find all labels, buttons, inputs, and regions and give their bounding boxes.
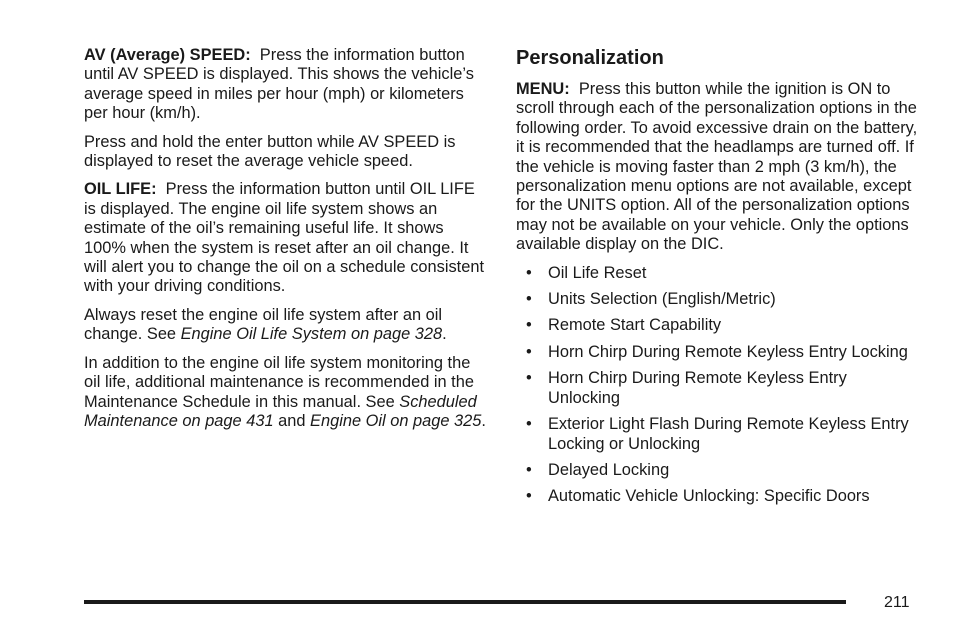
av-speed-reset-paragraph xyxy=(84,133,488,172)
list-item xyxy=(516,343,918,362)
av-speed-term: AV (Average) SPEED: xyxy=(84,46,251,64)
bullet-icon: • xyxy=(526,290,532,309)
oil-reset-paragraph xyxy=(84,306,488,345)
personalization-options-list xyxy=(516,264,918,507)
bullet-icon: • xyxy=(526,263,532,282)
list-item xyxy=(516,461,918,480)
list-item-text: Horn Chirp During Remote Keyless Entry Unlocking xyxy=(548,369,847,407)
maintenance-end: . xyxy=(481,411,486,430)
bullet-icon: • xyxy=(526,369,532,388)
list-item-text: Horn Chirp During Remote Keyless Entry Locking xyxy=(548,342,908,361)
list-item-text: Exterior Light Flash During Remote Keyless Entry Locking or Unlocking xyxy=(548,415,909,453)
av-speed-paragraph xyxy=(84,46,488,124)
oil-life-paragraph xyxy=(84,180,488,296)
bullet-icon: • xyxy=(526,415,532,434)
maintenance-paragraph xyxy=(84,354,488,432)
list-item-text: Automatic Vehicle Unlocking: Specific Doors xyxy=(548,487,870,506)
menu-term: MENU: xyxy=(516,80,570,98)
list-item-text: Delayed Locking xyxy=(548,460,670,479)
section-heading: Personalization xyxy=(516,47,664,69)
engine-oil-reference: Engine Oil on page 325 xyxy=(310,411,482,430)
menu-paragraph xyxy=(516,80,918,255)
footer-rule xyxy=(84,600,846,604)
list-item xyxy=(516,487,918,506)
scheduled-maintenance-reference: Scheduled Maintenance on page 431 xyxy=(84,392,477,430)
menu-text: Press this button while the ignition is ON to scroll through each of the personalization options in the following order. To avoid excessive drain on the battery, it is recommended that the headlamps are turned off. If the vehicle is moving faster than 2 mph (3 km/h), the personalization menu options are not available, except for the UNITS option. All of the personalization options may not be available on your vehicle. Only the options available display on the DIC. xyxy=(516,80,918,254)
list-item xyxy=(516,264,918,283)
bullet-icon: • xyxy=(526,487,532,506)
list-item xyxy=(516,290,918,309)
oil-life-text: Press the information button until OIL LIFE is displayed. The engine oil life system shows an estimate of the oil’s remaining useful life. It shows 100% when the system is reset after an oil change. It will alert you to change the oil on a schedule consistent with your driving conditions. xyxy=(84,180,484,296)
list-item-text: Units Selection (English/Metric) xyxy=(548,290,776,309)
maintenance-text: In addition to the engine oil life system monitoring the oil life, additional maintenance is recommended in the Maintenance Schedule in this manual. See xyxy=(84,353,474,411)
right-column xyxy=(516,46,918,514)
list-item xyxy=(516,316,918,335)
maintenance-and: and xyxy=(278,411,306,430)
list-item-text: Remote Start Capability xyxy=(548,316,722,335)
oil-reset-end: . xyxy=(442,325,447,344)
oil-reset-text: Always reset the engine oil life system after an oil change. See xyxy=(84,305,443,344)
list-item-text: Oil Life Reset xyxy=(548,263,647,282)
av-speed-reset-text: Press and hold the enter button while AV SPEED is displayed to reset the average vehicle speed. xyxy=(84,132,456,171)
bullet-icon: • xyxy=(526,342,532,361)
bullet-icon: • xyxy=(526,460,532,479)
left-column xyxy=(84,46,488,440)
oil-life-system-reference: Engine Oil Life System on page 328 xyxy=(180,325,443,344)
list-item xyxy=(516,369,918,408)
list-item xyxy=(516,415,918,454)
oil-life-term: OIL LIFE: xyxy=(84,180,157,199)
av-speed-text: Press the information button until AV SPEED is displayed. This shows the vehicle’s average speed in miles per hour (mph) or kilometers per hour (km/h). xyxy=(84,46,474,123)
bullet-icon: • xyxy=(526,316,532,335)
page-number: 211 xyxy=(884,594,910,611)
